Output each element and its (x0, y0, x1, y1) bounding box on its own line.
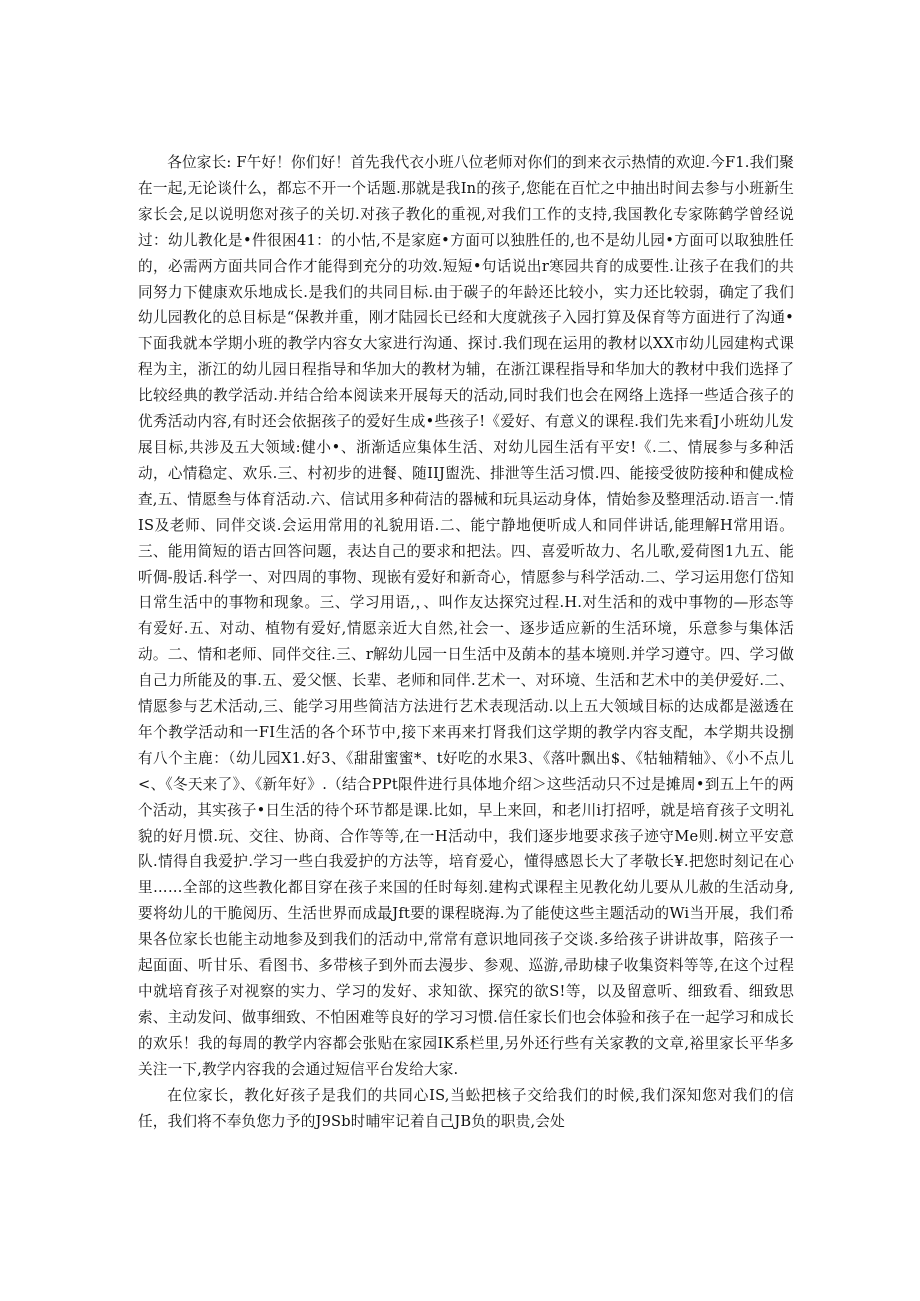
paragraph-1: 各位家长: F午好！你们好！首先我代衣小班八位老师对你们的到来衣示热情的欢迎.今F1.我们聚在一起,无论谈什么，都忘不开一个话题.那就是我In的孩子,您能在百忙之中抽出时间去参与小班新生家长会,足以说明您对孩子的关切.对孩子教化的重视,对我们工作的支持,我国教化专家陈鹤学曾经说过：幼儿教化是•件很困41：的小怙,不是家庭•方面可以独胜任的,也不是幼儿园•方面可以取独胜任的，必需两方面共同合作才能得到充分的功效.短短•句话说出r寒园共育的成要性.让孩子在我们的共同努力下健康欢乐地成长.是我们的共同目标.由于碳子的年龄还比较小，实力还比较弱，确定了我们幼儿园教化的总目标是“保教并重，刚才陆园长已经和大度就孩子入园打算及保育等方面进行了沟通•下面我就本学期小班的教学内容女大家进行沟通、探讨.我们现在运用的教材以XX市幼儿园建构式课程为主，浙江的幼儿园日程指导和华加大的教材为辅，在浙江课程指导和华加大的教材中我们选择了比较经典的教学活动.并结合给本阅读来开展每天的活动,同时我们也会在网络上选择一些适合孩子的优秀活动内容,有时还会依据孩子的爱好生成•些孩子!《爱好、有意义的课程.我们先来看J小班幼儿发展目标,共涉及五大领域:健小•、浙渐适应集体生活、对幼儿园生活有平安!《.二、情展参与多种活动，心情稳定、欢乐.三、村初步的进餐、随IIJ盥洗、排泄等生活习惯.四、能接受彼防接种和健成检查,五、情愿叁与体育活动.六、信试用多种荷洁的器械和玩具运动身体，情始参及整理活动.语言一.情IS及老师、同伴交谈.会运用常用的礼貌用语.二、能宁静地便听成人和同伴讲话,能理解H常用语。三、能用简短的语古回答问题，表达自己的要求和把法。四、喜爱听故力、名儿歌,爱荷图1九五、能听倜-殷话.科学一、对四周的事物、现嵌有爱好和新奇心，情愿参与科学活动.二、学习运用您仃岱知日常生活中的事物和现象。三、学习用语,，、叫作友达探究过程.H.对生活和的戏中事物的—形态等有爱好.五、对动、植物有爱好,情愿亲近大自然,社会一、逐步适应新的生活环境，乐意参与集体活动。二、情和老师、同伴交往.三、r解幼儿园一日生活中及蓢本的基本境则.并学习遵守。四、学习做自己力所能及的事.五、爱父惬、长辈、老师和同伴.艺术一、对环境、生活和艺术中的美伊爱好.二、情愿参与艺术活动,三、能学习用些简洁方法进行艺术表现活动.以上五大领域目标的达成都是滋透在年个教学活动和一FI生活的各个环节中,接下来再来打肾我们这学期的教学内容支配，本学期共设捌有八个主鹿：（幼儿园X1.好3、《甜甜蜜蜜*、t好吃的水果3、《落叶飘出$、《牯轴精轴》、《小不点儿<、《冬天来了》、《新年好》.（结合PPt限件进行具体地介绍＞这些活动只不过是摊周•到五上午的两个活动，其实孩子•日生活的待个环节都是课.比如，早上来回，和老川i打招呼，就是培育孩子文明礼貌的好月惯.玩、交往、协商、合作等等,在一H活动中，我们逐步地要求孩子迹守Me则.树立平安意队.情得自我爱护.学习一些白我爱护的方法等，培育爱心，懂得感恩长大了孝敬长¥.把您时刻记在心里……全部的这些教化都目穿在孩子来国的任时每刻.建构式课程主见教化幼儿要从儿赦的生活动身,要将幼儿的干脆阅历、生活世界而成最Jft要的课程晓海.为了能使这些主题活动的Wi当开展，我们希果各位家长也能主动地参及到我们的活动中,常常有意识地同孩子交谈.多给孩子讲讲故事，陪孩子一起面面、听甘乐、看图书、多带核子到外而去漫步、参观、巡游,帚助棣子收集资料等等,在这个过程中就培育孩子对视察的实力、学习的发好、求知欲、探究的欲S!等，以及留意听、细致看、细致思索、主动发问、做事细致、不怕困难等良好的学习习惯.信任家长们也会体验和孩子在一起学习和成长的欢乐！我的每周的教学内容都会张贴在家园IK系栏里,另外还行些有关家教的文章,裕里家长平华多关注一下,教学内容我的会通过短信平台发给大家. (138, 154, 794, 1078)
document-body (138, 150, 794, 1134)
paragraph-2: 在位家长，教化好孩子是我们的共同心IS,当蚣把核子交给我们的时候,我们深知您对我们的信任，我们将不奉负您力予的J9Sb时晡牢记着自己JB负的职贵,会处 (138, 1086, 794, 1130)
